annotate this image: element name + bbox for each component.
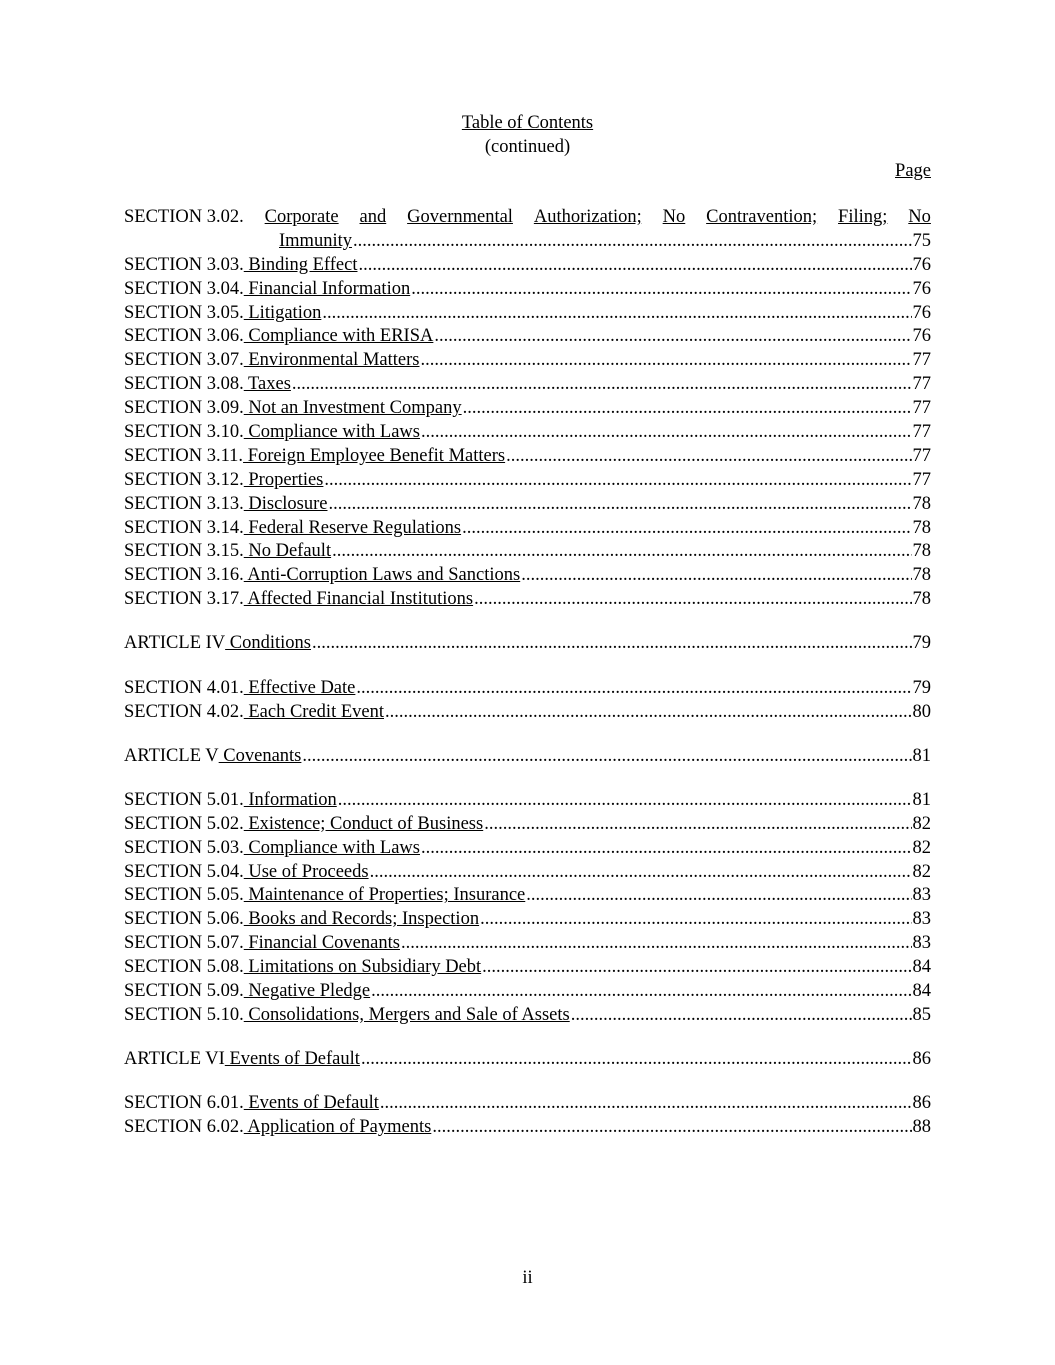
entry-page-number: 83: [912, 909, 931, 930]
entry-number: SECTION 5.06.: [124, 909, 244, 930]
toc-entry-3-02-line1[interactable]: [124, 206, 931, 230]
entry-title: Affected Financial Institutions: [243, 589, 474, 610]
entry-title: Limitations on Subsidiary Debt: [243, 957, 482, 978]
entry-page-number: 76: [912, 254, 931, 275]
toc-entry[interactable]: [124, 469, 931, 493]
dot-leader: [356, 677, 911, 701]
toc-entry[interactable]: [124, 517, 931, 541]
entry-page-number: 77: [912, 445, 931, 466]
toc-entry[interactable]: [124, 1048, 931, 1072]
entry-page-number: 77: [912, 469, 931, 490]
toc-entry[interactable]: [124, 813, 931, 837]
entry-title: Litigation: [243, 302, 322, 323]
toc-entry[interactable]: [124, 540, 931, 564]
entry-title: Books and Records; Inspection: [243, 909, 480, 930]
dot-leader: [370, 861, 912, 885]
dot-leader: [380, 1092, 912, 1116]
entry-number: SECTION 3.16.: [124, 565, 244, 586]
toc-entry[interactable]: [124, 789, 931, 813]
entry-title: Effective Date: [243, 677, 356, 698]
entry-number: SECTION 5.08.: [124, 957, 244, 978]
entry-page-number: 77: [912, 374, 931, 395]
entry-page-number: 81: [912, 745, 931, 766]
dot-leader: [292, 373, 912, 397]
dot-leader: [302, 745, 911, 769]
entry-number: SECTION 6.01.: [124, 1093, 244, 1114]
dot-leader: [401, 932, 912, 956]
entry-number: SECTION 3.11.: [124, 445, 244, 466]
entry-number: SECTION 3.15.: [124, 541, 244, 562]
entry-number: SECTION 3.08.: [124, 374, 244, 395]
toc-entry[interactable]: [124, 1004, 931, 1028]
toc-entry[interactable]: [124, 564, 931, 588]
entry-number: SECTION 3.10.: [124, 422, 244, 443]
dot-leader: [462, 517, 911, 541]
entry-title-word: Governmental: [407, 207, 513, 227]
entry-page-number: 77: [912, 422, 931, 443]
entry-title: Each Credit Event: [243, 701, 384, 722]
dot-leader: [506, 445, 911, 469]
dot-leader: [526, 884, 911, 908]
dot-leader: [411, 278, 911, 302]
entry-page-number: 78: [912, 517, 931, 538]
entry-title-word: Corporate: [264, 207, 339, 227]
toc-heading: [0, 112, 1055, 134]
dot-leader: [312, 632, 912, 656]
toc-list: [124, 206, 931, 1140]
entry-title: Use of Proceeds: [243, 861, 369, 882]
dot-leader: [463, 397, 912, 421]
entry-title: Financial Information: [243, 278, 411, 299]
entry-number: ARTICLE IV: [124, 633, 226, 654]
dot-leader: [484, 813, 911, 837]
dot-leader: [521, 564, 911, 588]
toc-entry[interactable]: [124, 1116, 931, 1140]
entry-title: Events of Default: [224, 1049, 360, 1070]
entry-page-number: 78: [912, 589, 931, 610]
toc-entry[interactable]: [124, 932, 931, 956]
entry-title-word: No: [662, 207, 686, 227]
entry-title: Federal Reserve Regulations: [243, 517, 462, 538]
toc-entry[interactable]: [124, 278, 931, 302]
entry-page-number: 82: [912, 813, 931, 834]
entry-number: SECTION 3.07.: [124, 350, 244, 371]
entry-number: SECTION 3.09.: [124, 398, 244, 419]
toc-entry[interactable]: [124, 349, 931, 373]
toc-entry[interactable]: [124, 373, 931, 397]
toc-entry[interactable]: [124, 325, 931, 349]
toc-entry[interactable]: [124, 956, 931, 980]
dot-leader: [322, 302, 911, 326]
dot-leader: [482, 956, 911, 980]
entry-number: SECTION 5.07.: [124, 933, 244, 954]
entry-page-number: 78: [912, 493, 931, 514]
toc-entry[interactable]: [124, 908, 931, 932]
entry-number: SECTION 3.03.: [124, 254, 244, 275]
entry-number: SECTION 4.01.: [124, 677, 244, 698]
toc-entry[interactable]: [124, 701, 931, 725]
entry-title: Not an Investment Company: [243, 398, 462, 419]
entry-title: Compliance with Laws: [243, 837, 420, 858]
entry-number: SECTION 3.13.: [124, 493, 244, 514]
entry-title-word: Filing;: [838, 207, 888, 227]
entry-page-number: 84: [912, 981, 931, 1002]
entry-title: Disclosure: [243, 493, 328, 514]
dot-leader: [371, 980, 911, 1004]
entry-number: ARTICLE VI: [124, 1049, 225, 1070]
dot-leader: [385, 701, 912, 725]
entry-number: SECTION 5.04.: [124, 861, 244, 882]
entry-page-number: 83: [912, 885, 931, 906]
dot-leader: [332, 540, 911, 564]
entry-page-number: 80: [912, 701, 931, 722]
entry-number: SECTION 5.03.: [124, 837, 244, 858]
entry-title: Compliance with Laws: [243, 422, 420, 443]
dot-leader: [338, 789, 912, 813]
entry-title: Existence; Conduct of Business: [243, 813, 484, 834]
entry-number: SECTION 6.02.: [124, 1117, 244, 1138]
toc-entry[interactable]: [124, 837, 931, 861]
dot-leader: [571, 1004, 912, 1028]
dot-leader: [474, 588, 911, 612]
dot-leader: [421, 421, 912, 445]
entry-page-number: 81: [912, 789, 931, 810]
entry-title: Events of Default: [243, 1093, 379, 1114]
dot-leader: [324, 469, 911, 493]
entry-number: SECTION 3.06.: [124, 326, 244, 347]
toc-entry[interactable]: [124, 493, 931, 517]
toc-entry[interactable]: [124, 445, 931, 469]
toc-entry[interactable]: [124, 745, 931, 769]
entry-number: SECTION 3.05.: [124, 302, 244, 323]
entry-title: Binding Effect: [243, 254, 358, 275]
entry-page-number: 75: [912, 230, 931, 251]
toc-entry[interactable]: [124, 1092, 931, 1116]
entry-title: Conditions: [225, 633, 311, 654]
entry-number: SECTION 3.02.: [124, 207, 244, 227]
toc-entry[interactable]: [124, 302, 931, 326]
entry-title: Maintenance of Properties; Insurance: [243, 885, 526, 906]
entry-number: SECTION 5.01.: [124, 789, 244, 810]
entry-page-number: 79: [912, 677, 931, 698]
entry-page-number: 85: [912, 1004, 931, 1025]
entry-title: Immunity: [279, 230, 352, 251]
toc-entry[interactable]: [124, 861, 931, 885]
entry-number: SECTION 3.04.: [124, 278, 244, 299]
entry-page-number: 82: [912, 837, 931, 858]
entry-title: Financial Covenants: [243, 933, 400, 954]
entry-page-number: 76: [912, 302, 931, 323]
toc-entry[interactable]: [124, 254, 931, 278]
dot-leader: [361, 1048, 912, 1072]
entry-title: Information: [243, 789, 337, 810]
entry-page-number: 86: [912, 1093, 931, 1114]
entry-number: SECTION 3.12.: [124, 469, 244, 490]
toc-entry[interactable]: [124, 632, 931, 656]
entry-title: Taxes: [243, 374, 291, 395]
entry-number: SECTION 5.05.: [124, 885, 244, 906]
entry-page-number: 83: [912, 933, 931, 954]
entry-title: Environmental Matters: [243, 350, 420, 371]
toc-heading-text: Table of Contents: [461, 113, 594, 133]
dot-leader: [358, 254, 911, 278]
entry-title: Application of Payments: [243, 1117, 432, 1138]
entry-title: Compliance with ERISA: [243, 326, 434, 347]
entry-title: Covenants: [218, 745, 302, 766]
entry-number: SECTION 5.09.: [124, 981, 244, 1002]
toc-entry[interactable]: [124, 980, 931, 1004]
entry-page-number: 77: [912, 350, 931, 371]
toc-entry[interactable]: [124, 397, 931, 421]
entry-title: Properties: [243, 469, 324, 490]
dot-leader: [434, 325, 911, 349]
entry-page-number: 82: [912, 861, 931, 882]
toc-entry[interactable]: [124, 884, 931, 908]
dot-leader: [353, 230, 912, 254]
entry-page-number: 79: [912, 633, 931, 654]
entry-title-word: No: [908, 207, 931, 227]
toc-entry[interactable]: [124, 421, 931, 445]
entry-number: SECTION 5.02.: [124, 813, 244, 834]
entry-page-number: 76: [912, 326, 931, 347]
dot-leader: [329, 493, 912, 517]
entry-number: SECTION 3.17.: [124, 589, 244, 610]
entry-page-number: 78: [912, 541, 931, 562]
toc-entry[interactable]: [124, 677, 931, 701]
dot-leader: [420, 349, 911, 373]
entry-page-number: 77: [912, 398, 931, 419]
entry-number: ARTICLE V: [124, 745, 219, 766]
toc-entry[interactable]: [124, 588, 931, 612]
entry-title-word: Authorization;: [533, 207, 642, 227]
entry-page-number: 76: [912, 278, 931, 299]
toc-entry-3-02-line2[interactable]: [124, 230, 931, 254]
entry-title: Negative Pledge: [243, 981, 371, 1002]
dot-leader: [421, 837, 912, 861]
toc-subheading: (continued): [484, 137, 571, 157]
entry-page-number: 78: [912, 565, 931, 586]
entry-number: SECTION 5.10.: [124, 1004, 244, 1025]
entry-title: No Default: [243, 541, 332, 562]
entry-title: Consolidations, Mergers and Sale of Assets: [243, 1004, 570, 1025]
entry-title: Anti-Corruption Laws and Sanctions: [243, 565, 521, 586]
entry-page-number: 88: [912, 1117, 931, 1138]
entry-title-word: Contravention;: [706, 207, 818, 227]
entry-number: SECTION 3.14.: [124, 517, 244, 538]
entry-title: Foreign Employee Benefit Matters: [243, 445, 506, 466]
entry-page-number: 86: [912, 1049, 931, 1070]
entry-title-word: and: [359, 207, 387, 227]
page-footer-number: ii: [522, 1268, 533, 1288]
dot-leader: [432, 1116, 911, 1140]
page-column-label-text: Page: [895, 161, 931, 181]
page-column-label: [895, 160, 931, 182]
dot-leader: [480, 908, 911, 932]
entry-page-number: 84: [912, 957, 931, 978]
entry-number: SECTION 4.02.: [124, 701, 244, 722]
